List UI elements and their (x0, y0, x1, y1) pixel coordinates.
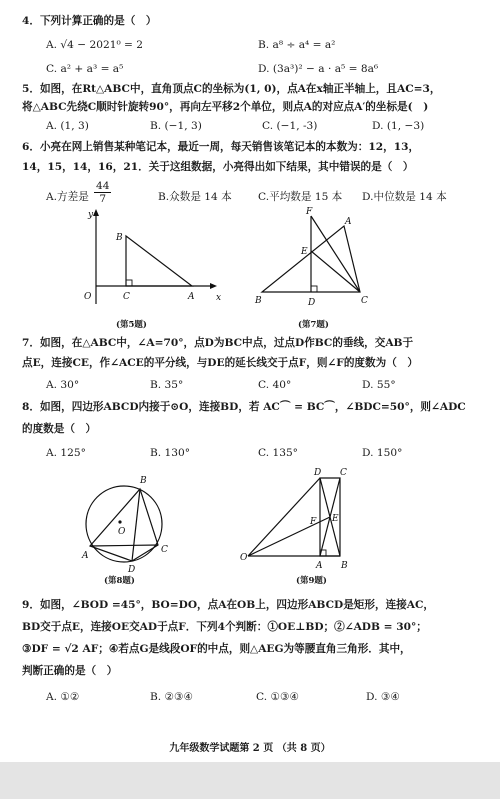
fig9-label-e: E (332, 514, 339, 524)
fig7-label-d: D (308, 298, 316, 308)
q6-option-a-prefix: A.方差是 (46, 191, 89, 203)
q8-option-c: C. 135° (258, 447, 298, 459)
page-footer: 九年级数学试题第 2 页 （共 8 页） (169, 743, 331, 754)
fig8-label-o: O (118, 527, 126, 537)
fig8-label-c: C (161, 545, 168, 555)
fig5-label-y: y (88, 210, 94, 220)
q8-option-b: B. 130° (150, 447, 191, 459)
fraction-numerator: 44 (96, 180, 110, 192)
q4-stem: 4．下列计算正确的是（ ） (22, 15, 157, 27)
fig9-label-c: C (340, 468, 347, 478)
fig9-label-a: A (316, 561, 323, 571)
q7-option-c: C. 40° (258, 379, 292, 391)
q5-option-d: D. (1, −3) (372, 120, 425, 132)
q5-option-b: B. (−1, 3) (150, 120, 202, 132)
fig8-label-a: A (82, 551, 89, 561)
fig9-label-d: D (314, 468, 322, 478)
fig8-caption: (第8题) (104, 576, 135, 586)
fig9-caption: (第9题) (296, 576, 327, 586)
fig7-label-b: B (255, 296, 262, 306)
q9-option-a: A. ①② (46, 691, 80, 703)
q5-option-c: C. (−1, -3) (262, 120, 318, 132)
figure-8 (82, 468, 192, 578)
fig5-caption: (第5题) (116, 320, 147, 330)
figure-7 (252, 206, 392, 316)
q8-stem-line1: 8．如图，四边形ABCD内接于⊙O，连接BD，若 AC⌒ = BC⌒，∠BDC=50°，则∠ADC (22, 401, 466, 413)
q5-stem-line1: 5．如图，在Rt△ABC中，直角顶点C的坐标为(1, 0)，点A在x轴正半轴上，且AC=3， (22, 83, 441, 95)
q4-option-d: D. (3a³)² − a · a⁵ = 8a⁶ (258, 63, 379, 75)
q5-option-a: A. (1, 3) (46, 120, 89, 132)
q8-option-a: A. 125° (46, 447, 86, 459)
fig7-label-a: A (345, 217, 352, 227)
fig5-label-o: O (84, 292, 92, 302)
fig5-label-c: C (123, 292, 130, 302)
q6-stem-line2: 14，15，14，16，21．关于这组数据，小亮得出如下结果，其中错误的是（ ） (22, 161, 414, 173)
fig9-label-b: B (341, 561, 348, 571)
q8-option-d: D. 150° (362, 447, 403, 459)
q6-option-a-fraction (94, 180, 111, 205)
q7-option-d: D. 55° (362, 379, 396, 391)
fig7-label-c: C (361, 296, 368, 306)
q6-option-b: B.众数是 14 本 (158, 191, 232, 203)
q7-option-a: A. 30° (46, 379, 80, 391)
figure-5 (80, 208, 220, 318)
q6-stem-line1: 6．小亮在网上销售某种笔记本，最近一周，每天销售该笔记本的本数为：12，13， (22, 141, 420, 153)
q4-option-a: A. √4 − 2021⁰ = 2 (46, 39, 144, 51)
q9-option-c: C. ①③④ (256, 691, 299, 703)
fig7-label-f: F (306, 207, 313, 217)
q9-stem-line1: 9．如图，∠BOD =45°，BO=DO，点A在OB上，四边形ABCD是矩形，连接AC， (22, 599, 435, 611)
q9-stem-line3: ③DF = √2 AF；④若点G是线段OF的中点，则△AEG为等腰直角三角形．其中， (22, 643, 411, 655)
q6-option-d: D.中位数是 14 本 (362, 191, 447, 203)
q7-option-b: B. 35° (150, 379, 184, 391)
page-bottom-margin (0, 762, 500, 799)
fig7-caption: (第7题) (298, 320, 329, 330)
fig8-label-b: B (140, 476, 147, 486)
fig5-label-b: B (116, 233, 123, 243)
q9-option-d: D. ③④ (366, 691, 400, 703)
q8-stem-line2: 的度数是（ ） (22, 423, 97, 435)
fig7-label-e: E (301, 247, 308, 257)
fig9-label-f: F (310, 517, 317, 527)
fraction-denominator: 7 (99, 193, 107, 205)
q6-option-c: C.平均数是 15 本 (258, 191, 343, 203)
fig5-label-x: x (216, 293, 222, 303)
fig5-label-a: A (188, 292, 195, 302)
fig9-label-o: O (240, 553, 248, 563)
figure-9 (240, 466, 380, 576)
q9-stem-line2: BD交于点E，连接OE交AD于点F．下列4个判断：①OE⊥BD；②∠ADB = 30°； (22, 621, 427, 633)
q4-option-b: B. a⁸ ÷ a⁴ = a² (258, 39, 336, 51)
fig8-label-d: D (128, 565, 136, 575)
q9-option-b: B. ②③④ (150, 691, 194, 703)
q4-option-c: C. a² + a³ = a⁵ (46, 63, 124, 75)
q7-stem-line2: 点E，连接CE，作∠ACE的平分线，与DE的延长线交于点F，则∠F的度数为（ ） (22, 357, 418, 369)
q5-stem-line2: 将△ABC先绕C顺时针旋转90°，再向左平移2个单位，则点A的对应点A′的坐标是( ) (22, 101, 429, 113)
q7-stem-line1: 7．如图，在△ABC中，∠A=70°，点D为BC中点，过点D作BC的垂线，交AB于 (22, 337, 414, 349)
q9-stem-line4: 判断正确的是（ ） (22, 665, 118, 677)
